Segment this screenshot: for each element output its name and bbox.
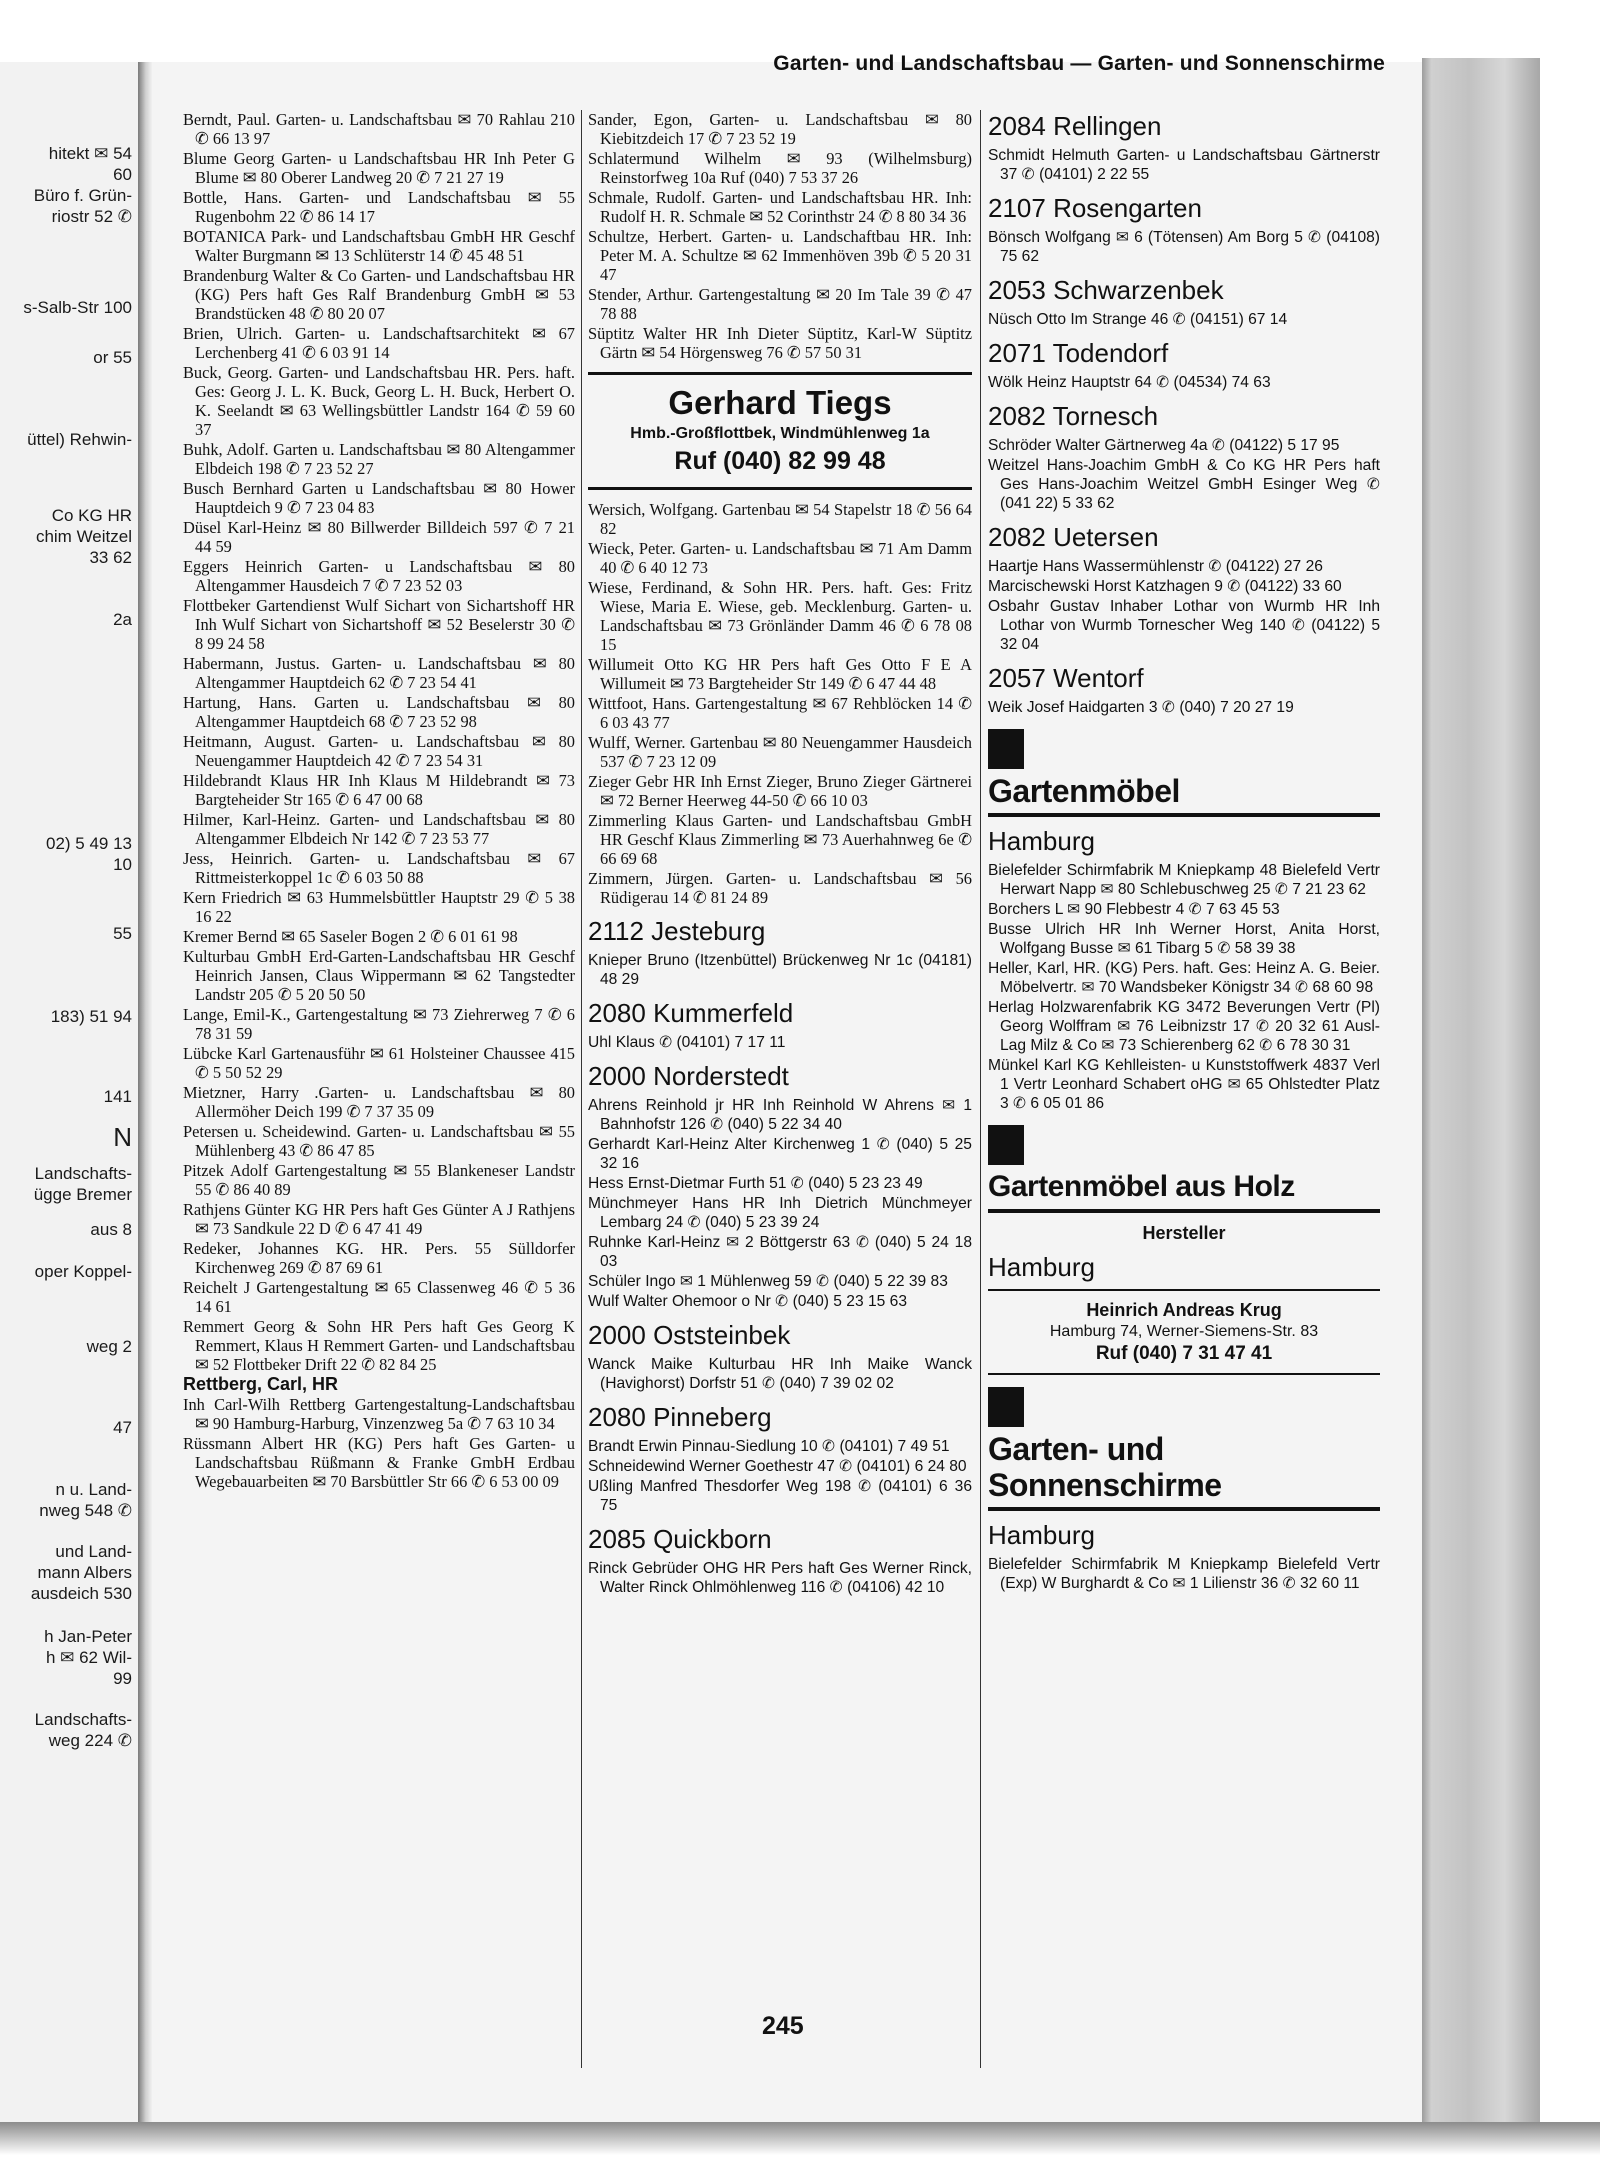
list-item: Heller, Karl, HR. (KG) Pers. haft. Ges: Heinz A. G. Beier. Möbelvertr. ✉ 70 Wandsbeker Königstr 34 ✆ 68 60 98 (988, 960, 1380, 996)
list-item: Osbahr Gustav Inhaber Lothar von Wurmb HR Inh Lothar von Wurmb Tornescher Weg 140 ✆ (04122) 5 32 04 (988, 598, 1380, 653)
list-item: Schultze, Herbert. Garten- u. Landschaftbau HR. Inh: Peter M. A. Schultze ✉ 62 Immenhöven 39b ✆ 5 20 31 47 (588, 227, 972, 284)
list-item: Nüsch Otto Im Strange 46 ✆ (04151) 67 14 (988, 311, 1288, 328)
left-page-line: aus 8 (90, 1220, 132, 1239)
list-item: Mietzner, Harry .Garten- u. Landschaftsbau ✉ 80 Allermöher Deich 199 ✆ 7 37 35 09 (183, 1083, 575, 1121)
left-page-line: 60 (113, 165, 132, 184)
column-divider (581, 110, 582, 2068)
left-page-line: 47 (113, 1418, 132, 1437)
left-page-line: h ✉ 62 Wil- (45, 1648, 132, 1667)
left-page-line: Landschafts- (34, 1164, 132, 1183)
city-heading: 2112 Jesteburg (588, 916, 766, 946)
left-page-line: Co KG HR (51, 506, 132, 525)
list-item: Brandt Erwin Pinnau-Siedlung 10 ✆ (04101) 7 49 51 (588, 1438, 950, 1455)
left-page-line: 2a (113, 610, 132, 629)
left-page-line: chim Weitzel (35, 527, 132, 546)
list-item: Petersen u. Scheidewind. Garten- u. Landschaftsbau ✉ 55 Mühlenberg 43 ✆ 86 47 85 (183, 1122, 575, 1160)
list-item: Pitzek Adolf Gartengestaltung ✉ 55 Blankeneser Landstr 55 ✆ 86 40 89 (183, 1161, 575, 1199)
divider (988, 1289, 1380, 1291)
left-page-line: Landschafts- (34, 1710, 132, 1729)
left-page-line: nweg 548 ✆ (39, 1501, 132, 1520)
left-page-line: 33 62 (89, 548, 132, 567)
section-marker (988, 729, 1024, 769)
left-page-line: ausdeich 530 (30, 1584, 132, 1603)
left-page-line: s-Salb-Str 100 (23, 298, 132, 317)
list-item: Zimmerling Klaus Garten- und Landschaftsbau GmbH HR Geschf Klaus Zimmerling ✉ 73 Auerhahnweg 6e ✆ 66 69 68 (588, 811, 972, 868)
list-item: Redeker, Johannes KG. HR. Pers. 55 Sülldorfer Kirchenweg 269 ✆ 87 69 61 (183, 1239, 575, 1277)
list-item: Wittfoot, Hans. Gartengestaltung ✉ 67 Rehblöcken 14 ✆ 6 03 43 77 (588, 694, 972, 732)
list-item: Wulf Walter Ohemoor o Nr ✆ (040) 5 23 15 63 (588, 1293, 908, 1310)
list-item: Schüler Ingo ✉ 1 Mühlenweg 59 ✆ (040) 5 22 39 83 (588, 1273, 948, 1290)
left-page-line: und Land- (55, 1542, 132, 1561)
list-item: Jess, Heinrich. Garten- u. Landschaftsbau ✉ 67 Rittmeisterkoppel 1c ✆ 6 03 50 88 (183, 849, 575, 887)
city-heading: 2084 Rellingen (988, 111, 1162, 141)
left-page-line: 183) 51 94 (50, 1007, 132, 1026)
list-item: Rüssmann Albert HR (KG) Pers haft Ges Garten- u Landschaftsbau Rüßmann & Franke GmbH Erdbau Wegebauarbeiten ✉ 70 Barsbüttler Str 66 ✆ 6 53 00 09 (183, 1434, 575, 1491)
section-title-gartenmoebel: Gartenmöbel (988, 773, 1380, 817)
left-page-line: 141 (103, 1087, 132, 1106)
left-page-line: Büro f. Grün- (33, 186, 132, 205)
left-page-line: ügge Bremer (33, 1185, 132, 1204)
list-item: Wieck, Peter. Garten- u. Landschaftsbau ✉ 71 Am Damm 40 ✆ 6 40 12 73 (588, 539, 972, 577)
list-item: Kern Friedrich ✉ 63 Hummelsbüttler Hauptstr 29 ✆ 5 38 16 22 (183, 888, 575, 926)
list-item: Ußling Manfred Thesdorfer Weg 198 ✆ (04101) 6 36 75 (588, 1478, 972, 1514)
left-page-line: weg 224 ✆ (48, 1731, 132, 1750)
list-item: Lübcke Karl Gartenausführ ✉ 61 Holsteiner Chaussee 415 ✆ 5 50 52 29 (183, 1044, 575, 1082)
city-heading: 2080 Pinneberg (588, 1402, 772, 1432)
list-item: Buck, Georg. Garten- und Landschaftsbau HR. Pers. haft. Ges: Georg J. L. K. Buck, Georg L. H. Buck, Herbert O. K. Seelandt ✉ 63 Wellingsbüttler Landstr 164 ✆ 59 60 37 (183, 363, 575, 439)
city-heading: 2082 Uetersen (988, 522, 1159, 552)
list-item: Kremer Bernd ✉ 65 Saseler Bogen 2 ✆ 6 01 61 98 (183, 927, 518, 946)
list-item: Sander, Egon, Garten- u. Landschaftsbau ✉ 80 Kiebitzdeich 17 ✆ 7 23 52 19 (588, 110, 972, 148)
column-2 (588, 110, 972, 1598)
krug-address: Hamburg 74, Werner-Siemens-Str. 83 (1049, 1323, 1319, 1340)
list-item: Lange, Emil-K., Gartengestaltung ✉ 73 Ziehrerweg 7 ✆ 6 78 31 59 (183, 1005, 575, 1043)
city-heading: 2053 Schwarzenbek (988, 275, 1224, 305)
list-item: Wersich, Wolfgang. Gartenbau ✉ 54 Stapelstr 18 ✆ 56 64 82 (588, 500, 972, 538)
running-head: Garten- und Landschaftsbau — Garten- und Sonnenschirme (773, 52, 1385, 75)
ad-address: Hmb.-Großflottbek, Windmühlenweg 1a (630, 425, 930, 442)
list-item: Gerhardt Karl-Heinz Alter Kirchenweg 1 ✆ (040) 5 25 32 16 (588, 1136, 972, 1172)
list-item: Schmidt Helmuth Garten- u Landschaftsbau Gärtnerstr 37 ✆ (04101) 2 22 55 (988, 147, 1380, 183)
divider (988, 1373, 1380, 1375)
section-marker (988, 1125, 1024, 1165)
list-item: Wanck Maike Kulturbau HR Inh Maike Wanck (Havighorst) Dorfstr 51 ✆ (040) 7 39 02 02 (588, 1356, 972, 1392)
list-item: Ruhnke Karl-Heinz ✉ 2 Böttgerstr 63 ✆ (040) 5 24 18 03 (588, 1234, 972, 1270)
city-heading: Hamburg (988, 1252, 1095, 1282)
list-item: Schneidewind Werner Goethestr 47 ✆ (04101) 6 24 80 (588, 1458, 967, 1475)
list-item: Hess Ernst-Dietmar Furth 51 ✆ (040) 5 23 23 49 (588, 1175, 923, 1192)
list-item: Uhl Klaus ✆ (04101) 7 17 11 (588, 1034, 786, 1051)
scan-bottom-margin (0, 2122, 1600, 2177)
city-heading: 2082 Tornesch (988, 401, 1159, 431)
city-heading: 2071 Todendorf (988, 338, 1169, 368)
list-item: Hartung, Hans. Garten u. Landschaftsbau ✉ 80 Altengammer Hauptdeich 68 ✆ 7 23 52 98 (183, 693, 575, 731)
list-item: Wiese, Ferdinand, & Sohn HR. Pers. haft. Ges: Fritz Wiese, Maria E. Wiese, geb. Mecklenburg. Garten- u. Landschaftsbau ✉ 73 Grönländer Damm 46 ✆ 6 78 08 15 (588, 578, 972, 654)
section-title-holz: Gartenmöbel aus Holz (988, 1169, 1380, 1213)
list-item: Berndt, Paul. Garten- u. Landschaftsbau ✉ 70 Rahlau 210 ✆ 66 13 97 (183, 110, 575, 148)
list-item: Kulturbau GmbH Erd-Garten-Landschaftsbau HR Geschf Heinrich Jansen, Claus Wippermann ✉ 62 Tangstedter Landstr 205 ✆ 5 20 50 50 (183, 947, 575, 1004)
list-item: Wulff, Werner. Gartenbau ✉ 80 Neuengammer Hausdeich 537 ✆ 7 23 12 09 (588, 733, 972, 771)
advertisement-krug (988, 1299, 1380, 1365)
advertisement-tiegs (588, 372, 972, 490)
book-gutter (138, 62, 152, 2122)
list-item: Düsel Karl-Heinz ✉ 80 Billwerder Billdeich 597 ✆ 7 21 44 59 (183, 518, 575, 556)
list-item: Brandenburg Walter & Co Garten- und Landschaftsbau HR (KG) Pers haft Ges Ralf Brandenburg GmbH ✉ 53 Brandstücken 48 ✆ 80 20 07 (183, 266, 575, 323)
subheading-hersteller: Hersteller (1142, 1223, 1226, 1243)
ad-name: Gerhard Tiegs (668, 384, 892, 421)
left-page-line: üttel) Rehwin- (27, 430, 132, 449)
left-page-fragment (0, 62, 140, 2122)
column-3 (988, 110, 1380, 1594)
list-item: Knieper Bruno (Itzenbüttel) Brückenweg Nr 1c (04181) 48 29 (588, 952, 972, 988)
list-item: Schröder Walter Gärtnerweg 4a ✆ (04122) 5 17 95 (988, 437, 1340, 454)
left-page-line: or 55 (93, 348, 132, 367)
left-page-line: oper Koppel- (34, 1262, 132, 1281)
krug-phone: Ruf (040) 7 31 47 41 (1095, 1343, 1273, 1364)
page-number: 245 (762, 2012, 804, 2040)
list-item: Eggers Heinrich Garten- u Landschaftsbau ✉ 80 Altengammer Hausdeich 7 ✆ 7 23 52 03 (183, 557, 575, 595)
list-item: Heitmann, August. Garten- u. Landschaftsbau ✉ 80 Neuengammer Hauptdeich 42 ✆ 7 23 54 31 (183, 732, 575, 770)
city-heading: Hamburg (988, 826, 1095, 856)
list-item: Zieger Gebr HR Inh Ernst Zieger, Bruno Zieger Gärtnerei ✉ 72 Berner Heerweg 44-50 ✆ 66 10 03 (588, 772, 972, 810)
list-item: Haartje Hans Wassermühlenstr ✆ (04122) 27 26 (988, 558, 1323, 575)
city-heading: 2080 Kummerfeld (588, 998, 794, 1028)
left-page-line: N (113, 1122, 132, 1152)
list-item: Buhk, Adolf. Garten u. Landschaftsbau ✉ 80 Altengammer Elbdeich 198 ✆ 7 23 52 27 (183, 440, 575, 478)
list-item: Flottbeker Gartendienst Wulf Sichart von Sichartshoff HR Inh Wulf Sichart von Sichartshoff ✉ 52 Beselerstr 30 ✆ 8 99 24 58 (183, 596, 575, 653)
list-item: Zimmern, Jürgen. Garten- u. Landschaftsbau ✉ 56 Rüdigerau 14 ✆ 81 24 89 (588, 869, 972, 907)
list-item: Stender, Arthur. Gartengestaltung ✉ 20 Im Tale 39 ✆ 47 78 88 (588, 285, 972, 323)
list-item: Habermann, Justus. Garten- u. Landschaftsbau ✉ 80 Altengammer Hauptdeich 62 ✆ 7 23 54 41 (183, 654, 575, 692)
left-page-line: n u. Land- (55, 1480, 132, 1499)
list-item: Bielefelder Schirmfabrik M Kniepkamp Bielefeld Vertr (Exp) W Burghardt & Co ✉ 1 Lilienstr 36 ✆ 32 60 11 (988, 1556, 1380, 1592)
list-item: Bönsch Wolfgang ✉ 6 (Tötensen) Am Borg 5 ✆ (04108) 75 62 (988, 229, 1380, 265)
city-heading: 2057 Wentorf (988, 663, 1144, 693)
list-item: Reichelt J Gartengestaltung ✉ 65 Classenweg 46 ✆ 5 36 14 61 (183, 1278, 575, 1316)
city-heading: 2000 Norderstedt (588, 1061, 789, 1091)
list-item: Blume Georg Garten- u Landschaftsbau HR Inh Peter G Blume ✉ 80 Oberer Landweg 20 ✆ 7 21 27 19 (183, 149, 575, 187)
city-heading: 2085 Quickborn (588, 1524, 772, 1554)
section-title-schirme-line2: Sonnenschirme (988, 1467, 1380, 1511)
left-page-line: 02) 5 49 13 (45, 834, 132, 853)
list-item: Münchmeyer Hans HR Inh Dietrich Münchmeyer Lembarg 24 ✆ (040) 5 23 39 24 (588, 1195, 972, 1231)
list-item: Ahrens Reinhold jr HR Inh Reinhold W Ahrens ✉ 1 Bahnhofstr 126 ✆ (040) 5 22 34 40 (588, 1097, 972, 1133)
list-item: Münkel Karl KG Kehlleisten- u Kunststoffwerk 4837 Verl 1 Vertr Leonhard Schabert oHG ✉ 65 Ohlstedter Platz 3 ✆ 6 05 01 86 (988, 1057, 1380, 1112)
list-item: Hildebrandt Klaus HR Inh Klaus M Hildebrandt ✉ 73 Bargteheider Str 165 ✆ 6 47 00 68 (183, 771, 575, 809)
list-item: Weitzel Hans-Joachim GmbH & Co KG HR Pers haft Ges Hans-Joachim Weitzel GmbH Esinger Weg ✆ (041 22) 5 33 62 (988, 457, 1380, 512)
list-item: Borchers L ✉ 90 Flebbestr 4 ✆ 7 63 45 53 (988, 901, 1280, 918)
list-item: Bottle, Hans. Garten- und Landschaftsbau ✉ 55 Rugenbohm 22 ✆ 86 14 17 (183, 188, 575, 226)
left-page-line: weg 2 (86, 1337, 132, 1356)
city-heading: Hamburg (988, 1520, 1095, 1550)
list-item: Brien, Ulrich. Garten- u. Landschaftsarchitekt ✉ 67 Lerchenberg 41 ✆ 6 03 91 14 (183, 324, 575, 362)
list-item: Bielefelder Schirmfabrik M Kniepkamp 48 Bielefeld Vertr Herwart Napp ✉ 80 Schlebuschweg 25 ✆ 7 21 23 62 (988, 862, 1380, 898)
left-page-line: h Jan-Peter (44, 1627, 132, 1646)
list-item: Willumeit Otto KG HR Pers haft Ges Otto F E A Willumeit ✉ 73 Bargteheider Str 149 ✆ 6 47 44 48 (588, 655, 972, 693)
left-page-line: hitekt ✉ 54 (48, 144, 132, 163)
list-item: Weik Josef Haidgarten 3 ✆ (040) 7 20 27 19 (988, 699, 1294, 716)
ad-phone: Ruf (040) 82 99 48 (674, 447, 886, 475)
list-item: Rinck Gebrüder OHG HR Pers haft Ges Werner Rinck, Walter Rinck Ohlmöhlenweg 116 ✆ (04106) 42 10 (588, 1560, 972, 1596)
left-page-line: riostr 52 ✆ (51, 207, 132, 226)
list-item: Busch Bernhard Garten u Landschaftsbau ✉ 80 Hower Hauptdeich 9 ✆ 7 23 04 83 (183, 479, 575, 517)
left-page-line: mann Albers (37, 1563, 132, 1582)
list-item: Süptitz Walter HR Inh Dieter Süptitz, Karl-W Süptitz Gärtn ✉ 54 Hörgensweg 76 ✆ 57 50 31 (588, 324, 972, 362)
section-title-schirme-line1: Garten- und (988, 1431, 1164, 1467)
left-page-line: 55 (113, 924, 132, 943)
list-item: Remmert Georg & Sohn HR Pers haft Ges Georg K Remmert, Klaus H Remmert Garten- und Landschaftsbau ✉ 52 Flottbeker Drift 22 ✆ 82 84 25 (183, 1317, 575, 1374)
city-heading: 2000 Oststeinbek (588, 1320, 791, 1350)
list-item: Busse Ulrich HR Inh Werner Horst, Anita Horst, Wolfgang Busse ✉ 61 Tibarg 5 ✆ 58 39 38 (988, 921, 1380, 957)
left-page-line: 10 (113, 855, 132, 874)
list-item: Rathjens Günter KG HR Pers haft Ges Günter A J Rathjens ✉ 73 Sandkule 22 D ✆ 6 47 41 49 (183, 1200, 575, 1238)
list-item: Schlatermund Wilhelm ✉ 93 (Wilhelmsburg) Reinstorfweg 10a Ruf (040) 7 53 37 26 (588, 149, 972, 187)
column-1 (183, 110, 575, 1492)
column-divider (980, 110, 981, 2068)
page-edge-stack (1422, 58, 1540, 2128)
list-item: BOTANICA Park- und Landschaftsbau GmbH HR Geschf Walter Burgmann ✉ 13 Schlüterstr 14 ✆ 45 48 51 (183, 227, 575, 265)
list-item: Schmale, Rudolf. Garten- und Landschaftsbau HR. Inh: Rudolf H. R. Schmale ✉ 52 Corinthstr 24 ✆ 8 80 34 36 (588, 188, 972, 226)
krug-name: Heinrich Andreas Krug (1086, 1300, 1282, 1320)
city-heading: 2107 Rosengarten (988, 193, 1202, 223)
list-item: Inh Carl-Wilh Rettberg Gartengestaltung-Landschaftsbau ✉ 90 Hamburg-Harburg, Vinzenzweg 5a ✆ 7 63 10 34 (183, 1395, 575, 1433)
list-item: Herlag Holzwarenfabrik KG 3472 Beverungen Vertr (Pl) Georg Wolffram ✉ 76 Leibnizstr 17 ✆ 20 32 61 Ausl-Lag Milz & Co ✉ 73 Schierenberg 62 ✆ 6 78 30 31 (988, 999, 1380, 1054)
list-item: Hilmer, Karl-Heinz. Garten- und Landschaftsbau ✉ 80 Altengammer Elbdeich Nr 142 ✆ 7 23 53 77 (183, 810, 575, 848)
list-item: Marcischewski Horst Katzhagen 9 ✆ (04122) 33 60 (988, 578, 1342, 595)
rettberg-name: Rettberg, Carl, HR (183, 1374, 339, 1394)
section-marker (988, 1387, 1024, 1427)
list-item: Wölk Heinz Hauptstr 64 ✆ (04534) 74 63 (988, 374, 1271, 391)
left-page-line: 99 (113, 1669, 132, 1688)
